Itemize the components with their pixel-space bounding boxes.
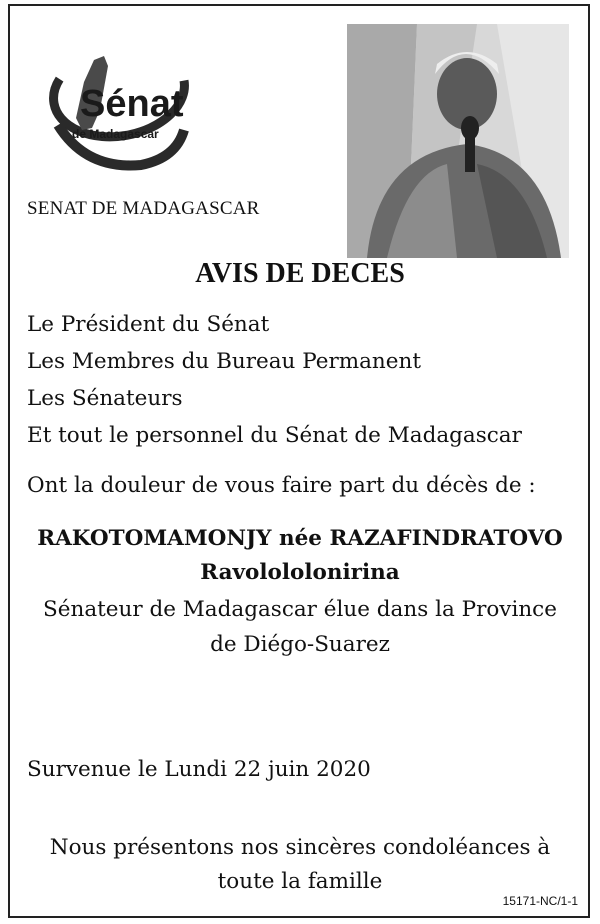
condolences-line-1: Nous présentons nos sincères condoléances à xyxy=(49,835,551,860)
senat-logo xyxy=(46,30,192,180)
deceased-role-line-2: de Diégo-Suarez xyxy=(210,632,390,657)
logo-sub-text: de Madagascar xyxy=(72,127,159,141)
portrait-photo xyxy=(347,24,569,258)
deceased-role-line-1: Sénateur de Madagascar élue dans la Province xyxy=(43,597,557,622)
organization-name: SENAT DE MADAGASCAR xyxy=(27,198,260,219)
deceased-given-name: Ravolololonirina xyxy=(200,560,400,585)
sender-bureau: Les Membres du Bureau Permanent xyxy=(27,349,421,374)
deceased-surname: RAKOTOMAMONJY née RAZAFINDRATOVO xyxy=(37,526,563,551)
sender-president: Le Président du Sénat xyxy=(27,312,270,337)
condolences-line-2: toute la famille xyxy=(217,869,383,894)
sender-staff: Et tout le personnel du Sénat de Madagascar xyxy=(27,423,522,448)
announcement-text: Ont la douleur de vous faire part du décès de : xyxy=(27,473,536,498)
notice-title: AVIS DE DECES xyxy=(195,258,405,289)
reference-code: 15171-NC/1-1 xyxy=(502,894,578,908)
logo-main-text: Sénat xyxy=(80,83,184,125)
sender-senators: Les Sénateurs xyxy=(27,386,183,411)
date-of-death: Survenue le Lundi 22 juin 2020 xyxy=(27,757,371,782)
